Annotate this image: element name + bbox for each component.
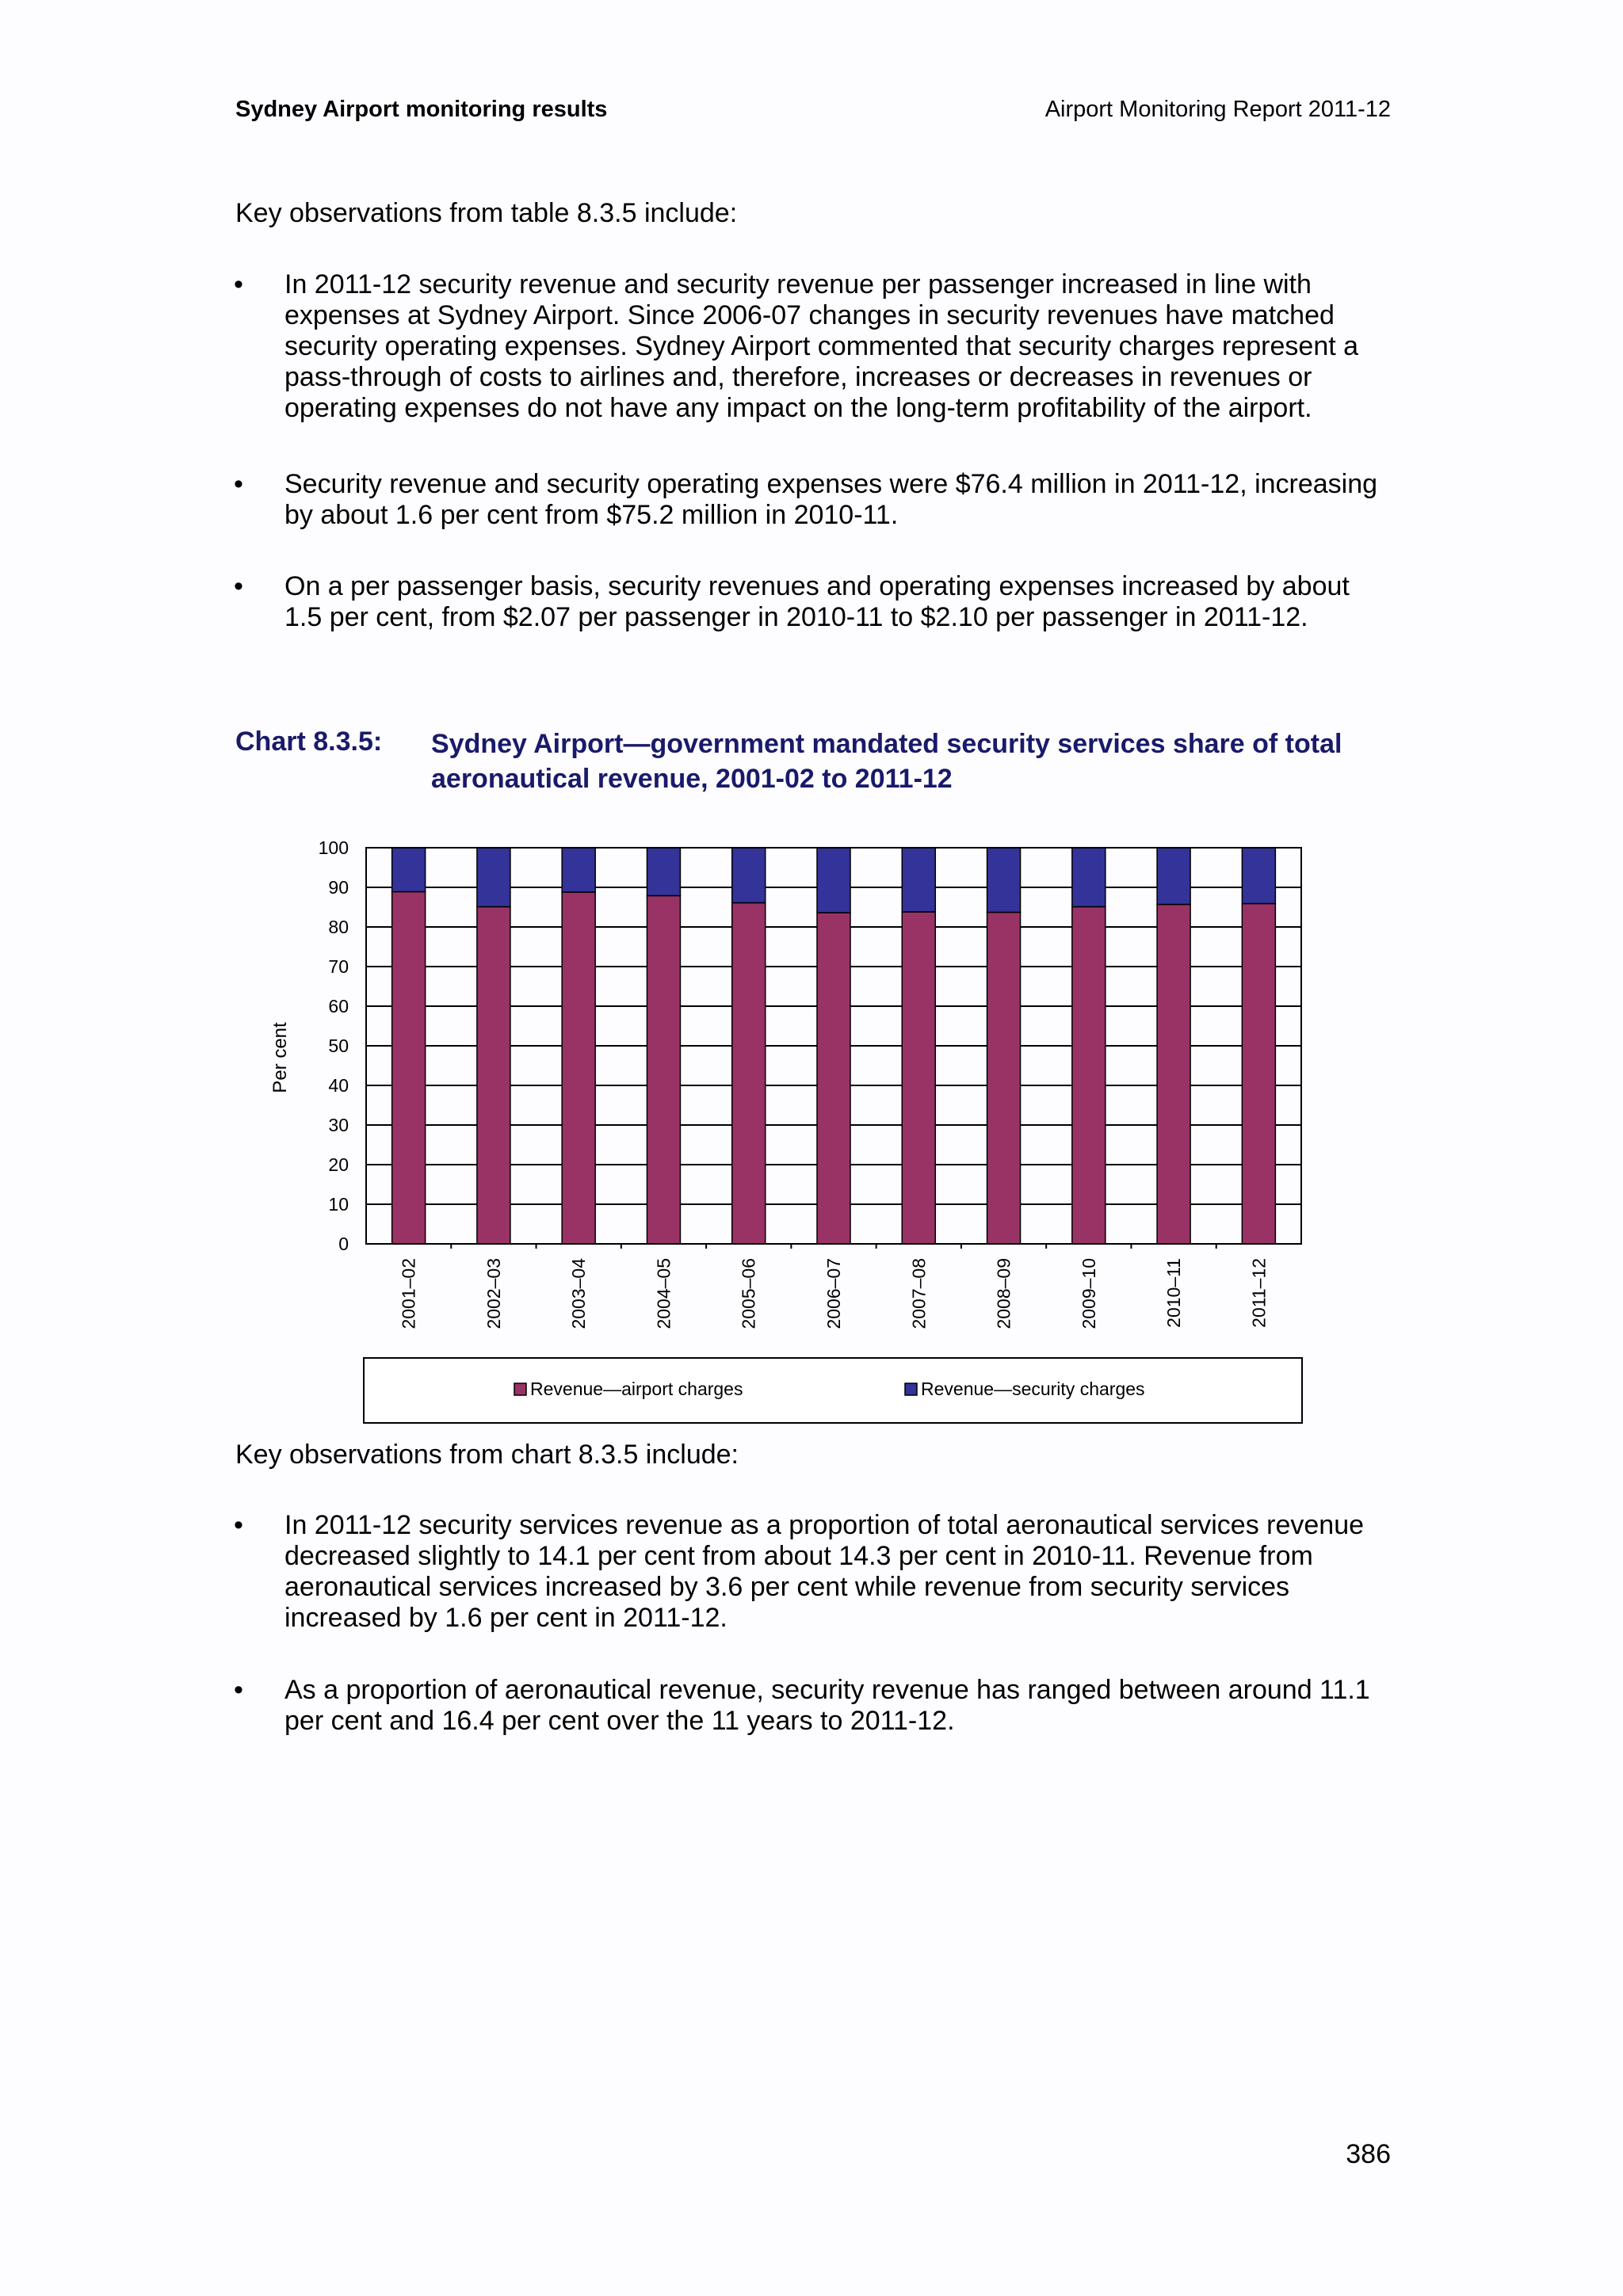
bar-segment [392,848,426,892]
page-number: 386 [1346,2139,1391,2169]
x-tick-label: 2002–03 [483,1258,504,1329]
bar-segment [987,913,1021,1245]
x-tick-label: 2003–04 [568,1258,590,1329]
chart-title: Sydney Airport—government mandated security services share of total aeronautical revenue, 2001-02 to 2011-12 [431,729,1342,794]
bar-segment [1157,848,1190,905]
y-axis-label: Per cent [269,1022,291,1093]
legend-label: Revenue—airport charges [530,1379,743,1399]
bar-segment [1242,848,1275,904]
running-header-section: Sydney Airport monitoring results [235,97,608,122]
x-tick-label: 2005–06 [738,1258,759,1329]
legend-swatch [514,1383,526,1395]
bar-segment [647,848,680,896]
bullet-text: As a proportion of aeronautical revenue, security revenue has ranged between around 11.1 per cent and 16.4 per cent over the 11 years to 2011-12. [285,1675,1370,1736]
bar-segment [817,848,850,913]
y-tick-label: 50 [328,1035,349,1056]
x-tick-label: 2010–11 [1163,1258,1185,1328]
y-tick-label: 60 [328,996,349,1016]
y-tick-label: 20 [328,1154,349,1175]
x-tick-labels [399,1258,1270,1329]
bullet-item [235,469,1392,531]
x-tick-label: 2011–12 [1248,1258,1270,1328]
bullet-item [235,269,1392,424]
y-tick-label: 0 [338,1234,349,1254]
bullet-text: In 2011-12 security revenue and security revenue per passenger increased in line with expenses at Sydney Airport. Since 2006-07 changes in security revenues have matched security operating expenses. Sydney Airport commented that security charges represent a pass-through of costs to airlines and, therefore, increases or decreases in revenues or operating expenses do not have any impact on the long-term profitability of the airport. [285,269,1359,423]
bar-segment [1072,848,1106,907]
bullet-text: In 2011-12 security services revenue as a proportion of total aeronautical services revenue decreased slightly to 14.1 per cent from about 14.3 per cent in 2010-11. Revenue from aeronautical services increased by 3.6 per cent while revenue from security services increased by 1.6 per cent in 2011-12. [285,1510,1365,1633]
y-tick-label: 80 [328,917,349,937]
y-tick-labels [319,837,349,1254]
bar-segment [392,892,426,1245]
x-tick-label: 2004–05 [653,1258,674,1329]
chart-label: Chart 8.3.5: [235,727,383,757]
bar-segment [562,848,595,892]
y-tick-label: 100 [318,837,349,858]
x-tick-label: 2008–09 [993,1258,1014,1329]
bullet-icon: • [234,269,243,299]
bar-segment [902,848,935,912]
bullet-item [235,1675,1392,1737]
x-tick-label: 2007–08 [908,1258,930,1329]
x-tick-label: 2009–10 [1078,1258,1099,1329]
bar-segment [477,907,510,1245]
legend-label: Revenue—security charges [921,1379,1145,1399]
x-tick-label: 2006–07 [823,1258,844,1329]
running-header-report: Airport Monitoring Report 2011-12 [1044,97,1391,122]
bar-segment [1072,907,1106,1245]
bullet-icon: • [234,469,243,499]
intro-paragraph-table: Key observations from table 8.3.5 include: [235,198,738,228]
bar-segment [817,913,850,1244]
x-tick-label: 2001–02 [398,1258,419,1329]
bullet-icon: • [234,1510,243,1540]
bar-segment [477,848,510,907]
bar-segment [1157,905,1190,1245]
bar-segment [732,848,766,903]
stacked-bar-chart [0,824,1623,1426]
y-tick-label: 40 [328,1075,349,1096]
y-tick-label: 10 [328,1194,349,1215]
bar-segment [562,892,595,1244]
bar-segment [732,903,766,1245]
bar-segment [1242,904,1275,1245]
bullet-item [235,571,1392,633]
legend-box [364,1358,1302,1423]
y-tick-label: 90 [328,877,349,898]
bullet-text: On a per passenger basis, security revenues and operating expenses increased by about 1.5 per cent, from $2.07 per passenger in 2010-11 to $2.10 per passenger in 2011-12. [285,571,1350,632]
y-tick-label: 30 [328,1115,349,1135]
intro-paragraph-chart: Key observations from chart 8.3.5 include: [235,1440,739,1470]
legend-swatch [905,1383,917,1395]
bar-segment [987,848,1021,913]
bullet-icon: • [234,1675,243,1705]
bar-segment [647,896,680,1245]
bullet-icon: • [234,571,243,601]
legend [364,1358,1302,1423]
bar-segment [902,912,935,1244]
bullet-text: Security revenue and security operating expenses were $76.4 million in 2011-12, increasing by about 1.6 per cent from $75.2 million in 2010-11. [285,469,1378,530]
y-tick-label: 70 [328,956,349,977]
bullet-item [235,1510,1392,1634]
